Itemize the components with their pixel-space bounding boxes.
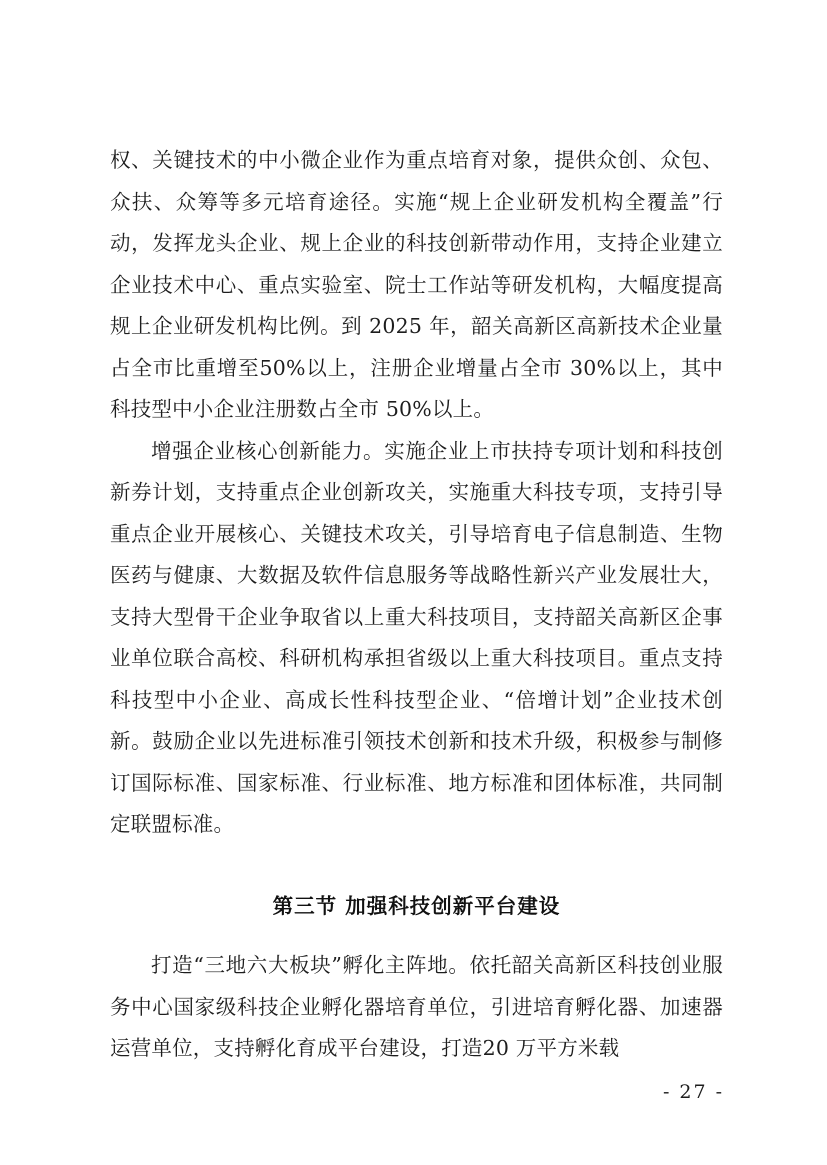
page-body xyxy=(110,140,723,1070)
section-heading: 第三节 加强科技创新平台建设 xyxy=(272,893,561,918)
paragraph-core-innovation: 增强企业核心创新能力。实施企业上市扶持专项计划和科技创新券计划，支持重点企业创新攻关，实施重大科技专项，支持引导重点企业开展核心、关键技术攻关，引导培育电子信息制造、生物医药与健康、大数据及软件信息服务等战略性新兴产业发展壮大，支持大型骨干企业争取省以上重大科技项目，支持韶关高新区企事业单位联合高校、科研机构承担省级以上重大科技项目。重点支持科技型中小企业、高成长性科技型企业、“倍增计划”企业技术创新。鼓励企业以先进标准引领技术创新和技术升级，积极参与制修订国际标准、国家标准、行业标准、地方标准和团体标准，共同制定联盟标准。 xyxy=(110,438,723,836)
paragraph-platform: 打造“三地六大板块”孵化主阵地。依托韶关高新区科技创业服务中心国家级科技企业孵化器培育单位，引进培育孵化器、加速器运营单位，支持孵化育成平台建设，打造20 万平方米载 xyxy=(110,953,723,1060)
paragraph-spacer xyxy=(110,846,723,860)
page-footer xyxy=(0,1081,827,1103)
page-number: - 27 - xyxy=(662,1081,725,1103)
paragraph-continued: 权、关键技术的中小微企业作为重点培育对象，提供众创、众包、众扶、众筹等多元培育途径。实施“规上企业研发机构全覆盖”行动，发挥龙头企业、规上企业的科技创新带动作用，支持企业建立企业技术中心、重点实验室、院士工作站等研发机构，大幅度提高规上企业研发机构比例。到 2025 年，韶关高新区高新技术企业量占全市比重增至50%以上，注册企业增量占全市 30%以上，其中科技型中小企业注册数占全市 50%以上。 xyxy=(110,148,723,421)
